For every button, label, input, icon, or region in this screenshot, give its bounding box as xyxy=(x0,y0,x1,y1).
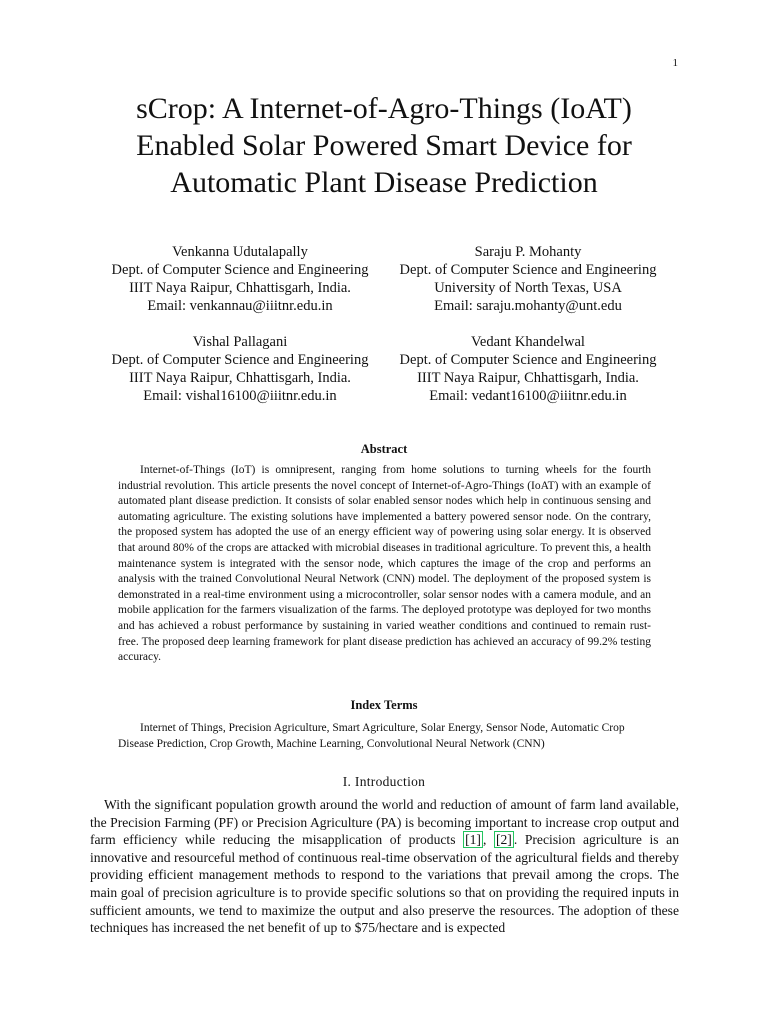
author-email: Email: venkannau@iiitnr.edu.in xyxy=(147,298,333,314)
author-institution: IIIT Naya Raipur, Chhattisgarh, India. xyxy=(129,280,351,296)
title-line: Automatic Plant Disease Prediction xyxy=(170,166,598,199)
author-name: Vedant Khandelwal xyxy=(471,334,585,350)
author-institution: IIIT Naya Raipur, Chhattisgarh, India. xyxy=(129,370,351,386)
author-block xyxy=(378,333,678,405)
title-line: sCrop: A Internet-of-Agro-Things (IoAT) xyxy=(136,92,632,125)
author-institution: IIIT Naya Raipur, Chhattisgarh, India. xyxy=(417,370,639,386)
intro-text-part: . Precision agriculture is an innovative and resourceful method of continuous real-time observation of the agricultural fields and thereby providing efficient management methods to respond to the variations that prevail among the crops. The main goal of precision agriculture is to provide specific solutions so that on providing the required inputs in sufficient amounts, we tend to maximize the output and also preserve the resources. The adoption of these techniques has increased the net benefit of up to $75/hectare and is expected xyxy=(90,832,679,936)
section-heading-introduction: I. Introduction xyxy=(342,774,426,789)
paper-title xyxy=(60,90,708,201)
author-dept: Dept. of Computer Science and Engineering xyxy=(399,262,657,278)
citation-link[interactable]: [2] xyxy=(495,832,512,848)
intro-text-part: With the significant population growth around the world and reduction of amount of farm land available, the Precision Farming (PF) or Precision Agriculture (PA) is becoming important to increase crop output and farm efficiency while reducing the misapplication of products xyxy=(90,797,679,848)
author-dept: Dept. of Computer Science and Engineering xyxy=(111,262,369,278)
title-line: Enabled Solar Powered Smart Device for xyxy=(136,129,632,162)
intro-text-part: , xyxy=(482,832,494,848)
author-email: Email: saraju.mohanty@unt.edu xyxy=(434,298,622,314)
page-number: 1 xyxy=(672,57,678,69)
introduction-text xyxy=(90,796,679,937)
author-block xyxy=(378,243,678,315)
author-email: Email: vishal16100@iiitnr.edu.in xyxy=(143,388,337,404)
index-terms-text: Internet of Things, Precision Agriculture, Smart Agriculture, Solar Energy, Sensor Node, Automatic Crop Disease Prediction, Crop Growth, Machine Learning, Convolutional Neural Network (CNN) xyxy=(118,722,625,750)
author-block xyxy=(90,243,390,315)
author-block xyxy=(90,333,390,405)
author-name: Venkanna Udutalapally xyxy=(172,244,308,260)
abstract-heading: Abstract xyxy=(360,442,408,456)
author-name: Saraju P. Mohanty xyxy=(474,244,582,260)
author-dept: Dept. of Computer Science and Engineering xyxy=(399,352,657,368)
citation-link[interactable]: [1] xyxy=(465,832,481,848)
abstract-text: Internet-of-Things (IoT) is omnipresent, ranging from home solutions to turning wheels for the fourth industrial revolution. This article presents the novel concept of Internet-of-Agro-Things (IoAT) with an example of automated plant disease prediction. It consists of solar enabled sensor nodes which help in continuous sensing and automating agriculture. The existing solutions have implemented a battery powered sensor node. On the contrary, the proposed system has adopted the use of an energy efficient way of powering using solar energy. It is observed that around 80% of the crops are attacked with microbial diseases in traditional agriculture. To prevent this, a health maintenance system is integrated with the sensor node, which captures the image of the crop and performs an analysis with the trained Convolutional Neural Network (CNN) model. The deployment of the proposed system is demonstrated in a real-time environment using a microcontroller, solar sensor nodes with a camera module, and an mobile application for the farmers visualization of the farms. The deployed prototype was deployed for two months and has achieved a robust performance by sustaining in varied weather conditions and continued to remain rust-free. The proposed deep learning framework for plant disease prediction has achieved an accuracy of 99.2% testing accuracy. xyxy=(118,464,651,664)
index-terms-heading: Index Terms xyxy=(350,698,418,712)
author-name: Vishal Pallagani xyxy=(192,334,288,350)
author-email: Email: vedant16100@iiitnr.edu.in xyxy=(429,388,627,404)
author-institution: University of North Texas, USA xyxy=(434,280,622,296)
author-dept: Dept. of Computer Science and Engineering xyxy=(111,352,369,368)
